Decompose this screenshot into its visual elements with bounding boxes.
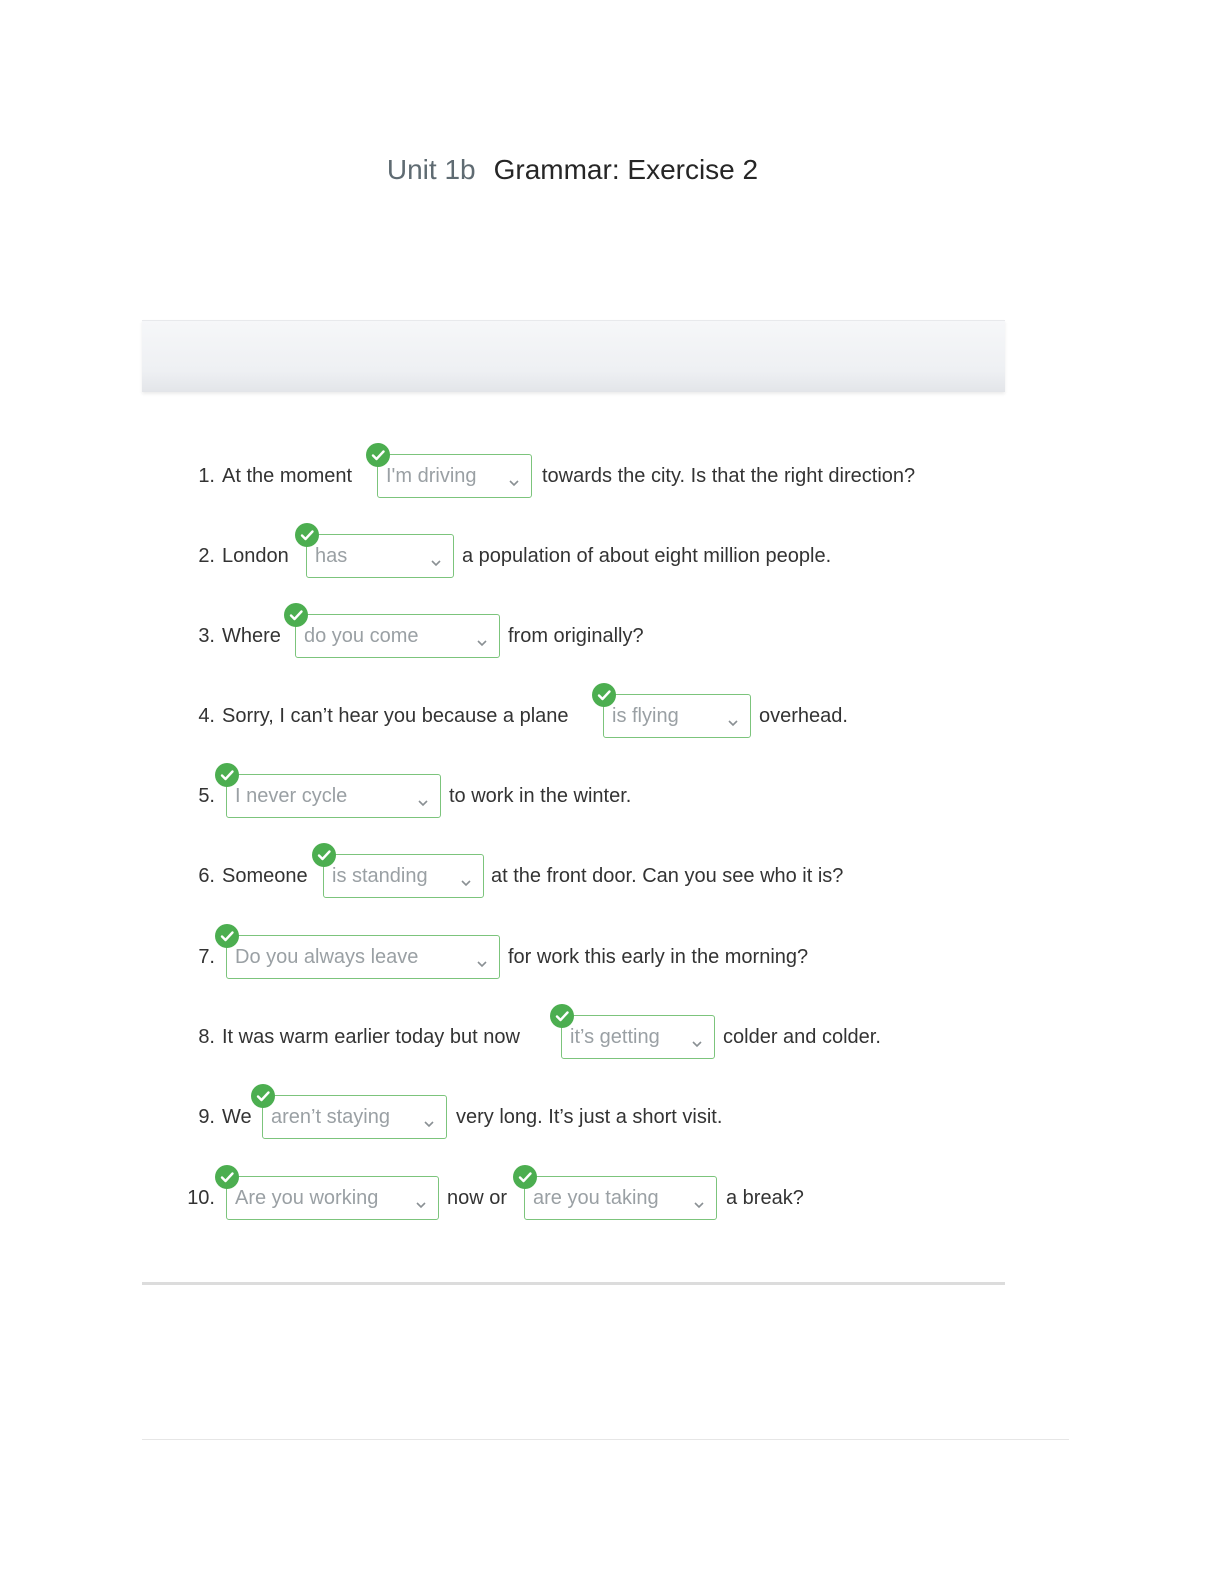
question-text-after: colder and colder. (723, 1026, 881, 1048)
chevron-down-icon (690, 1032, 704, 1042)
question-number: 7. (198, 946, 215, 968)
answer-value: are you taking (533, 1186, 659, 1209)
chevron-down-icon (459, 871, 473, 881)
question-row (0, 613, 1100, 659)
question-number: 5. (198, 785, 215, 807)
question-text-after: at the front door. Can you see who it is? (491, 865, 844, 887)
unit-label: Unit 1b (386, 154, 476, 185)
question-text-after: a population of about eight million people. (462, 545, 832, 567)
question-number: 9. (198, 1106, 215, 1128)
check-circle-icon (366, 443, 390, 467)
check-circle-icon (550, 1004, 574, 1028)
question-number: 8. (198, 1026, 215, 1048)
answer-value: is standing (332, 864, 428, 887)
question-row (0, 773, 1100, 819)
question-text-before: London (222, 545, 289, 567)
answer-value: I'm driving (386, 464, 477, 487)
chevron-down-icon (475, 952, 489, 962)
question-number: 4. (198, 705, 215, 727)
content-divider (142, 1282, 1005, 1285)
check-circle-icon (592, 683, 616, 707)
question-row (0, 934, 1100, 980)
answer-dropdown[interactable] (603, 694, 751, 738)
answer-value: aren’t staying (271, 1105, 390, 1128)
check-circle-icon (215, 763, 239, 787)
question-text-after: from originally? (508, 625, 644, 647)
chevron-down-icon (429, 551, 443, 561)
chevron-down-icon (414, 1193, 428, 1203)
answer-value: Are you working (235, 1186, 379, 1209)
question-number: 10. (187, 1187, 215, 1209)
question-row (0, 533, 1100, 579)
question-row (0, 1175, 1100, 1221)
chevron-down-icon (726, 711, 740, 721)
question-text-before: It was warm earlier today but now (222, 1026, 520, 1048)
check-circle-icon (215, 1165, 239, 1189)
answer-dropdown[interactable] (524, 1176, 717, 1220)
question-text-after: very long. It’s just a short visit. (456, 1106, 723, 1128)
question-text-after: for work this early in the morning? (508, 946, 809, 968)
answer-value: has (315, 544, 348, 567)
question-row (0, 1094, 1100, 1140)
check-circle-icon (215, 924, 239, 948)
question-text-before: We (222, 1106, 252, 1128)
answer-dropdown[interactable] (377, 454, 532, 498)
answer-dropdown[interactable] (226, 1176, 439, 1220)
footer-divider (142, 1439, 1069, 1440)
question-text-before: Where (222, 625, 281, 647)
question-text-middle: now or (447, 1187, 508, 1209)
answer-value: it’s getting (570, 1025, 660, 1048)
question-text-after: a break? (726, 1187, 804, 1209)
check-circle-icon (284, 603, 308, 627)
answer-dropdown[interactable] (561, 1015, 715, 1059)
answer-value: I never cycle (235, 784, 348, 807)
question-text-after: overhead. (759, 705, 848, 727)
question-row (0, 693, 1100, 739)
chevron-down-icon (692, 1193, 706, 1203)
check-circle-icon (312, 843, 336, 867)
answer-value: Do you always leave (235, 945, 419, 968)
question-row (0, 1014, 1100, 1060)
answer-dropdown[interactable] (226, 935, 500, 979)
question-text-before: Someone (222, 865, 308, 887)
question-number: 2. (198, 545, 215, 567)
answer-dropdown[interactable] (262, 1095, 447, 1139)
chevron-down-icon (416, 791, 430, 801)
answer-dropdown[interactable] (323, 854, 484, 898)
question-number: 6. (198, 865, 215, 887)
exercise-title: Grammar: Exercise 2 (493, 154, 759, 185)
question-text-before: Sorry, I can’t hear you because a plane (222, 705, 569, 727)
question-row (0, 453, 1100, 499)
check-circle-icon (295, 523, 319, 547)
answer-dropdown[interactable] (306, 534, 454, 578)
question-number: 1. (198, 465, 215, 487)
answer-dropdown[interactable] (295, 614, 500, 658)
chevron-down-icon (475, 631, 489, 641)
check-circle-icon (251, 1084, 275, 1108)
question-text-after: to work in the winter. (449, 785, 632, 807)
chevron-down-icon (507, 471, 521, 481)
answer-dropdown[interactable] (226, 774, 441, 818)
question-text-before: At the moment (222, 465, 353, 487)
chevron-down-icon (422, 1112, 436, 1122)
answer-value: is flying (612, 704, 679, 727)
question-row (0, 853, 1100, 899)
question-number: 3. (198, 625, 215, 647)
question-text-after: towards the city. Is that the right direction? (542, 465, 916, 487)
check-circle-icon (513, 1165, 537, 1189)
answer-value: do you come (304, 624, 419, 647)
